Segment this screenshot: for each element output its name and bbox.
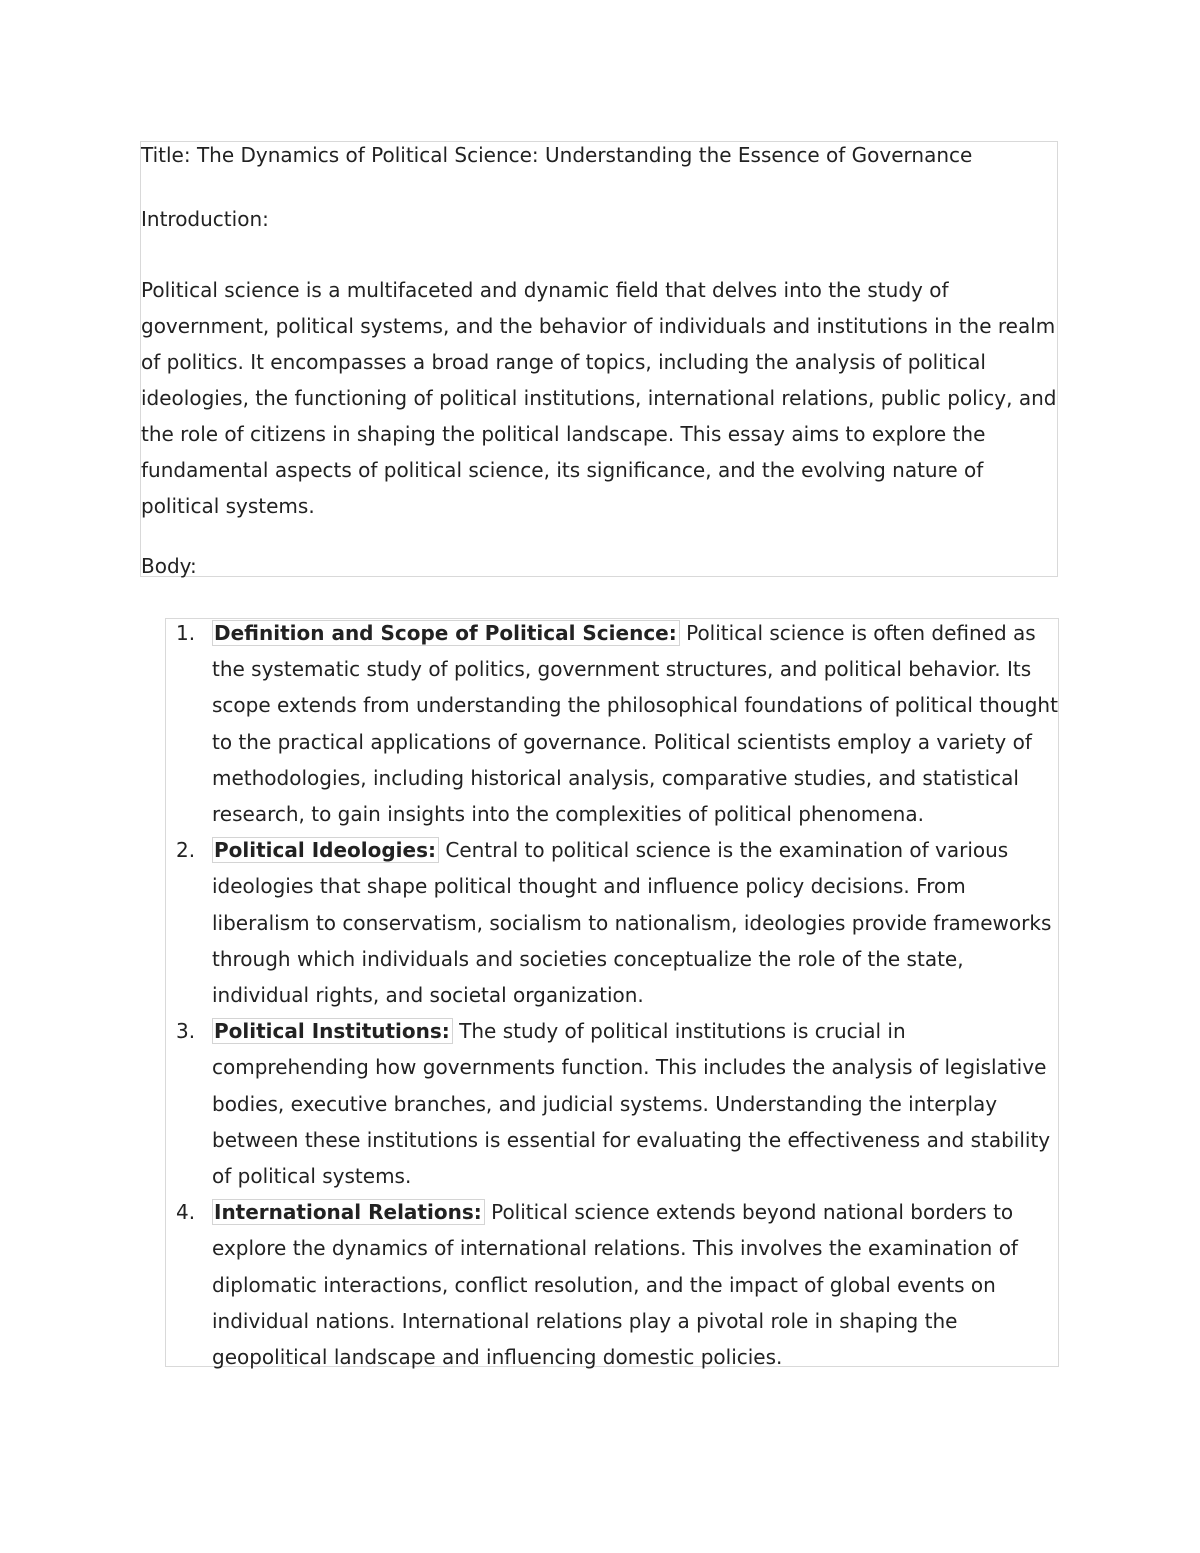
list-item-number: 3. [176,1019,196,1044]
list-item-heading: Political Institutions: [212,1018,453,1044]
list-item-heading: Political Ideologies: [212,837,439,863]
list-item-heading: Definition and Scope of Political Science: [212,620,680,646]
list-item [166,615,1058,832]
list-item-text: Political science extends beyond national borders to explore the dynamics of international relations. This involves the examination of diplomatic interactions, conflict resolution, and the impact of global events on individual nations. International relations play a pivotal role in shaping the geopolitical landscape and influencing domestic policies. [212,1200,1018,1370]
intro-block [140,141,1058,577]
list-item-heading: International Relations: [212,1199,485,1225]
list-item-text: Political science is often defined as the systematic study of politics, government structures, and political behavior. Its scope extends from understanding the philosophical foundations of political thought to the practical applications of governance. Political scientists employ a variety of methodologies, including historical analysis, comparative studies, and statistical research, to gain insights into the complexities of political phenomena. [212,621,1058,827]
body-heading: Body: [141,554,197,578]
list-item-number: 2. [176,838,196,863]
list-item [166,832,1058,1013]
introduction-paragraph: Political science is a multifaceted and dynamic field that delves into the study of government, political systems, and the behavior of individuals and institutions in the realm of politics. It encompasses a broad range of topics, including the analysis of political ideologies, the functioning of political institutions, international relations, public policy, and the role of citizens in shaping the political landscape. This essay aims to explore the fundamental aspects of political science, its significance, and the evolving nature of political systems. [141,278,1057,518]
list-item [166,1013,1058,1194]
list-item-text: Central to political science is the examination of various ideologies that shape political thought and influence policy decisions. From liberalism to conservatism, socialism to nationalism, ideologies provide frameworks through which individuals and societies conceptualize the role of the state, individual rights, and societal organization. [212,838,1052,1008]
introduction-heading: Introduction: [141,207,269,231]
document-title: Title: The Dynamics of Political Science: Understanding the Essence of Governance [141,143,973,167]
list-item [166,1194,1058,1375]
list-item-text: The study of political institutions is crucial in comprehending how governments function. This includes the analysis of legislative bodies, executive branches, and judicial systems. Understanding the interplay between these institutions is essential for evaluating the effectiveness and stability of political systems. [212,1019,1051,1189]
list-item-number: 1. [176,621,196,645]
body-points-list [166,615,1058,1375]
body-list-block [165,618,1059,1370]
list-item-number: 4. [176,1200,196,1225]
